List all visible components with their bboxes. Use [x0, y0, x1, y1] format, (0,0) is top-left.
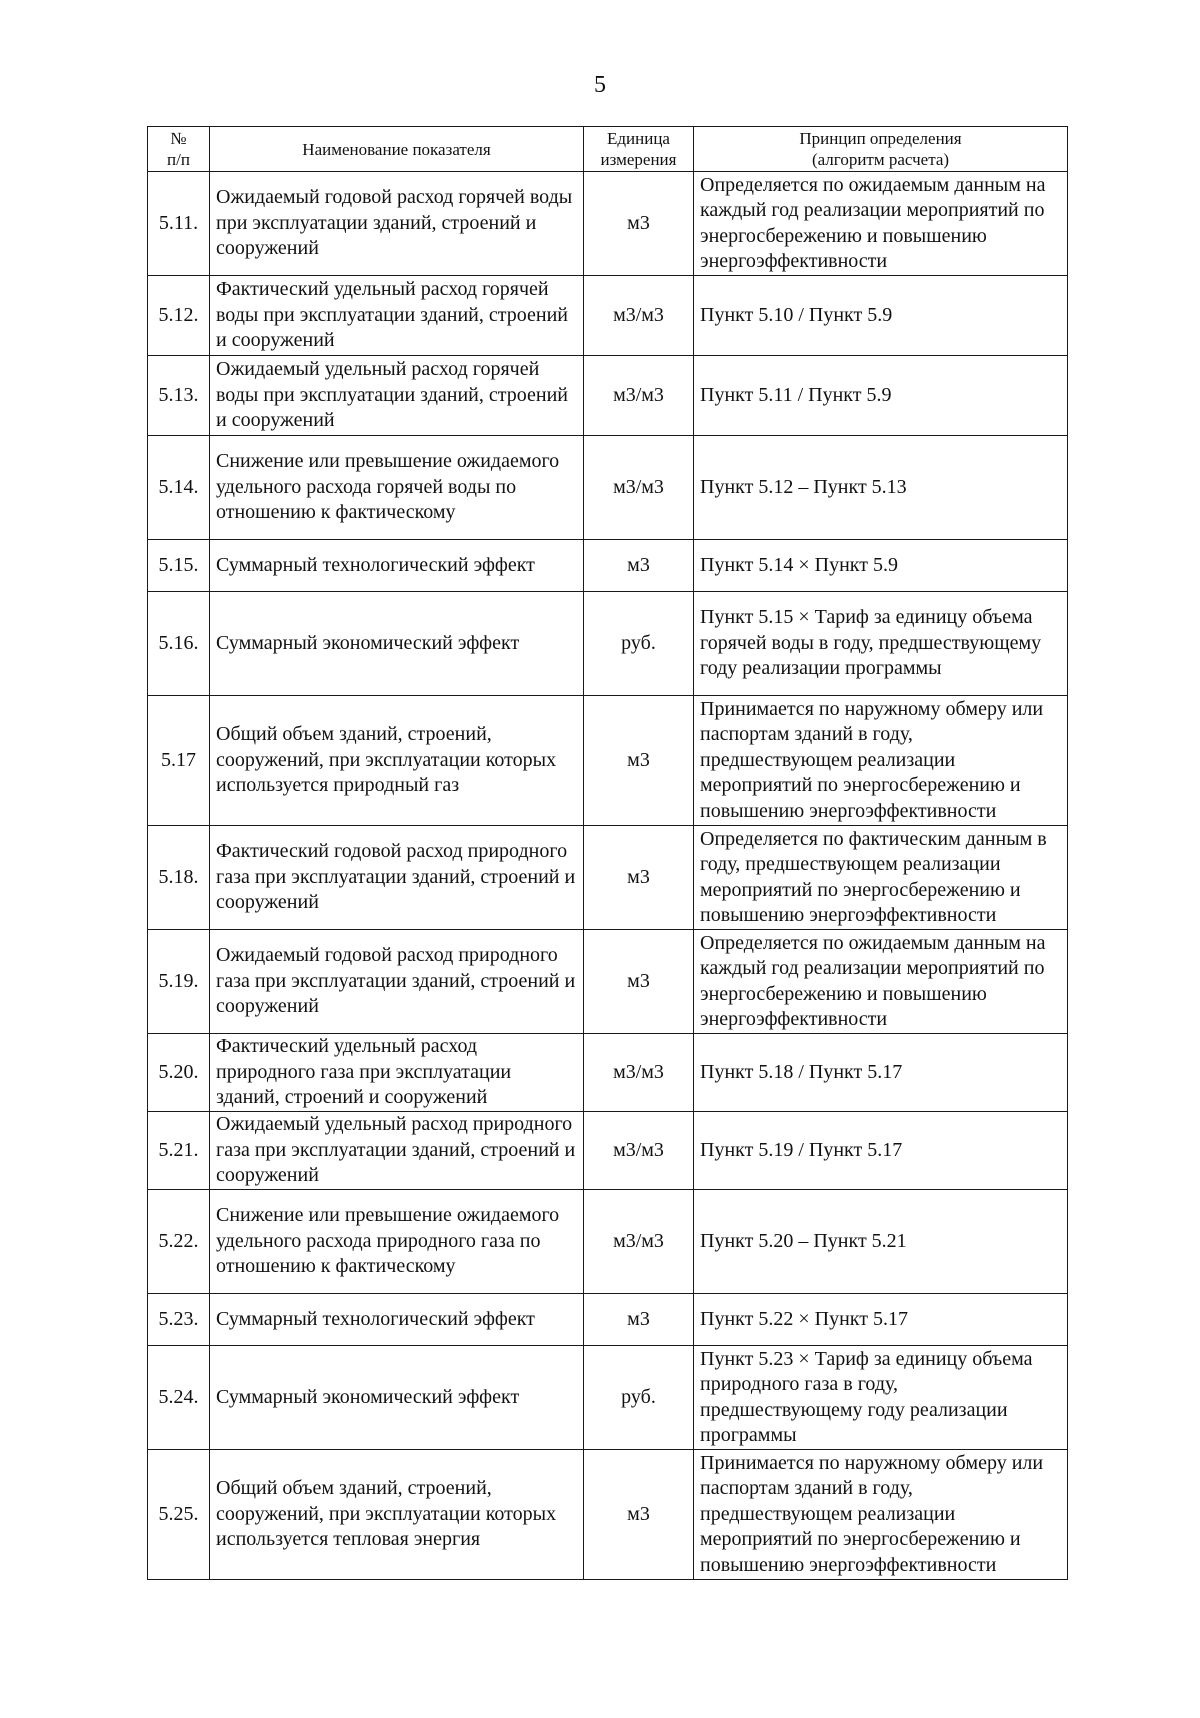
row-unit: м3/м3	[584, 1112, 694, 1190]
table-row	[148, 436, 1068, 540]
row-rule: Пункт 5.15 × Тариф за единицу объема горячей воды в году, предшествующему году реализации программы	[694, 592, 1068, 696]
row-rule: Принимается по наружному обмеру или паспортам зданий в году, предшествующем реализации мероприятий по энергосбережению и повышению энергоэффективности	[694, 696, 1068, 826]
row-name: Суммарный технологический эффект	[210, 1294, 584, 1346]
row-number: 5.17	[148, 696, 210, 826]
row-unit: руб.	[584, 1346, 694, 1450]
table-header-row	[148, 127, 1068, 172]
row-number: 5.13.	[148, 356, 210, 436]
header-rule-line-2: (алгоритм расчета)	[811, 150, 950, 169]
header-rule-line-1: Принцип определения	[799, 129, 962, 148]
table-row	[148, 540, 1068, 592]
row-number: 5.11.	[148, 172, 210, 276]
row-number: 5.20.	[148, 1034, 210, 1112]
row-unit: м3	[584, 930, 694, 1034]
header-name	[210, 127, 584, 172]
row-name: Снижение или превышение ожидаемого удельного расхода природного газа по отношению к фактическому	[210, 1190, 584, 1294]
header-rule	[694, 127, 1068, 172]
row-unit: м3/м3	[584, 1034, 694, 1112]
row-name: Общий объем зданий, строений, сооружений, при эксплуатации которых используется тепловая энергия	[210, 1450, 584, 1580]
header-number-line-1: №	[170, 129, 187, 148]
row-unit: м3	[584, 540, 694, 592]
row-name: Ожидаемый удельный расход природного газа при эксплуатации зданий, строений и сооружений	[210, 1112, 584, 1190]
row-name: Фактический удельный расход природного газа при эксплуатации зданий, строений и сооружений	[210, 1034, 584, 1112]
row-unit: м3	[584, 172, 694, 276]
row-name: Фактический годовой расход природного газа при эксплуатации зданий, строений и сооружений	[210, 826, 584, 930]
row-rule: Определяется по фактическим данным в году, предшествующем реализации мероприятий по энергосбережению и повышению энергоэффективности	[694, 826, 1068, 930]
row-number: 5.23.	[148, 1294, 210, 1346]
row-name: Суммарный технологический эффект	[210, 540, 584, 592]
header-unit	[584, 127, 694, 172]
row-number: 5.25.	[148, 1450, 210, 1580]
table-row	[148, 592, 1068, 696]
table-row	[148, 696, 1068, 826]
row-unit: м3/м3	[584, 276, 694, 356]
header-number	[148, 127, 210, 172]
row-unit: м3	[584, 826, 694, 930]
header-unit-line-2: измерения	[600, 150, 677, 169]
row-rule: Пункт 5.14 × Пункт 5.9	[694, 540, 1068, 592]
row-number: 5.16.	[148, 592, 210, 696]
row-number: 5.21.	[148, 1112, 210, 1190]
table-row	[148, 1034, 1068, 1112]
table-row	[148, 1112, 1068, 1190]
row-rule: Принимается по наружному обмеру или паспортам зданий в году, предшествующем реализации мероприятий по энергосбережению и повышению энергоэффективности	[694, 1450, 1068, 1580]
table-row	[148, 172, 1068, 276]
row-number: 5.22.	[148, 1190, 210, 1294]
row-unit: м3	[584, 1450, 694, 1580]
row-rule: Пункт 5.18 / Пункт 5.17	[694, 1034, 1068, 1112]
header-name-line-1: Наименование показателя	[302, 139, 491, 159]
row-rule: Определяется по ожидаемым данным на каждый год реализации мероприятий по энергосбережению и повышению энергоэффективности	[694, 172, 1068, 276]
header-unit-line-1: Единица	[607, 129, 670, 148]
row-name: Суммарный экономический эффект	[210, 592, 584, 696]
table-row	[148, 276, 1068, 356]
row-rule: Определяется по ожидаемым данным на каждый год реализации мероприятий по энергосбережению и повышению энергоэффективности	[694, 930, 1068, 1034]
table-row	[148, 930, 1068, 1034]
row-name: Суммарный экономический эффект	[210, 1346, 584, 1450]
table-row	[148, 1346, 1068, 1450]
row-rule: Пункт 5.23 × Тариф за единицу объема природного газа в году, предшествующему году реализации программы	[694, 1346, 1068, 1450]
row-number: 5.14.	[148, 436, 210, 540]
row-number: 5.24.	[148, 1346, 210, 1450]
row-rule: Пункт 5.19 / Пункт 5.17	[694, 1112, 1068, 1190]
page-number: 5	[594, 72, 606, 98]
row-name: Ожидаемый годовой расход природного газа при эксплуатации зданий, строений и сооружений	[210, 930, 584, 1034]
row-number: 5.15.	[148, 540, 210, 592]
row-number: 5.12.	[148, 276, 210, 356]
row-rule: Пункт 5.22 × Пункт 5.17	[694, 1294, 1068, 1346]
row-unit: м3	[584, 696, 694, 826]
table-row	[148, 1294, 1068, 1346]
row-rule: Пункт 5.20 – Пункт 5.21	[694, 1190, 1068, 1294]
table-row	[148, 1450, 1068, 1580]
row-name: Фактический удельный расход горячей воды при эксплуатации зданий, строений и сооружений	[210, 276, 584, 356]
indicators-table	[147, 126, 1068, 1580]
row-unit: м3/м3	[584, 356, 694, 436]
table-row	[148, 1190, 1068, 1294]
table-row	[148, 826, 1068, 930]
row-name: Снижение или превышение ожидаемого удельного расхода горячей воды по отношению к фактическому	[210, 436, 584, 540]
row-rule: Пункт 5.12 – Пункт 5.13	[694, 436, 1068, 540]
row-rule: Пункт 5.10 / Пункт 5.9	[694, 276, 1068, 356]
row-unit: м3/м3	[584, 1190, 694, 1294]
row-name: Ожидаемый годовой расход горячей воды при эксплуатации зданий, строений и сооружений	[210, 172, 584, 276]
row-number: 5.19.	[148, 930, 210, 1034]
row-rule: Пункт 5.11 / Пункт 5.9	[694, 356, 1068, 436]
row-unit: м3	[584, 1294, 694, 1346]
table-row	[148, 356, 1068, 436]
header-number-line-2: п/п	[167, 150, 190, 169]
row-unit: м3/м3	[584, 436, 694, 540]
row-name: Ожидаемый удельный расход горячей воды при эксплуатации зданий, строений и сооружений	[210, 356, 584, 436]
row-unit: руб.	[584, 592, 694, 696]
row-name: Общий объем зданий, строений, сооружений, при эксплуатации которых используется природный газ	[210, 696, 584, 826]
row-number: 5.18.	[148, 826, 210, 930]
